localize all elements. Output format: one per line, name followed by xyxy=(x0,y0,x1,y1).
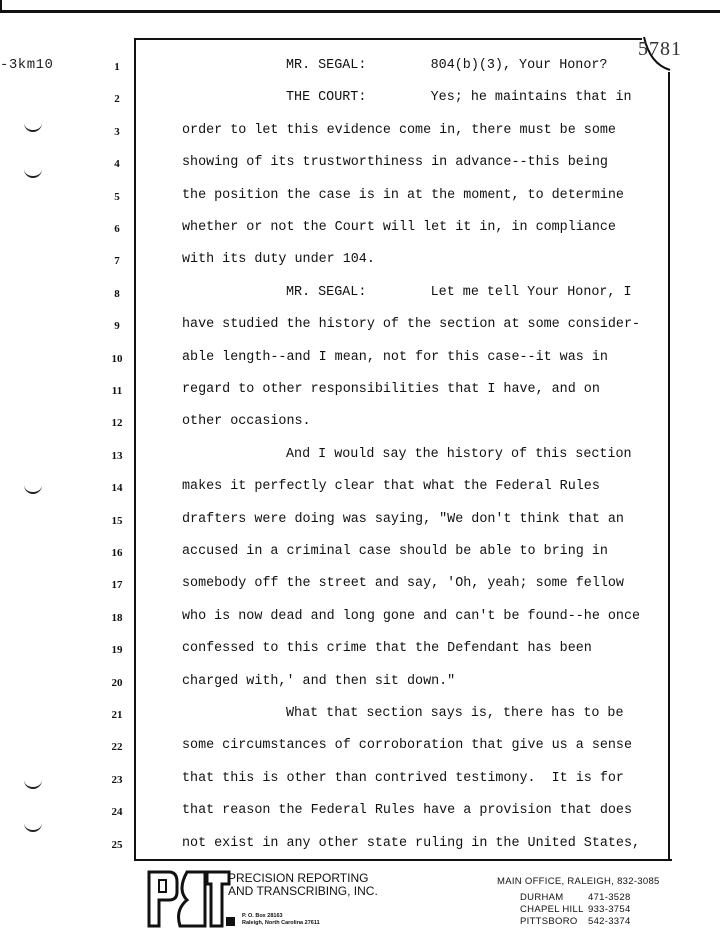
transcript-frame-right-edge xyxy=(668,70,670,859)
transcript-line: And I would say the history of this section xyxy=(286,446,632,462)
line-number: 9 xyxy=(114,320,120,333)
office-phone: 933-3754 xyxy=(588,904,631,915)
line-number: 5 xyxy=(114,190,120,203)
line-number: 11 xyxy=(111,385,123,397)
transcript-line: able length--and I mean, not for this case--it was in xyxy=(182,349,608,365)
transcript-line: whether or not the Court will let it in, in compliance xyxy=(182,220,616,235)
transcript-line: drafters were doing was saying, "We don't think that an xyxy=(182,511,624,527)
transcript-line: order to let this evidence come in, there must be some xyxy=(182,122,616,138)
transcript-line: makes it perfectly clear that what the Federal Rules xyxy=(182,479,600,495)
line-number: 7 xyxy=(114,255,120,268)
line-number: 8 xyxy=(114,287,120,300)
line-number: 17 xyxy=(111,579,123,592)
transcript-line: some circumstances of corroboration that give us a sense xyxy=(182,738,632,754)
transcript-line: regard to other responsibilities that I have, and on xyxy=(182,382,600,397)
margin-mark xyxy=(24,484,42,494)
margin-mark xyxy=(24,822,42,832)
line-number: 21 xyxy=(111,709,123,721)
main-office: MAIN OFFICE, RALEIGH, 832-3085 xyxy=(497,876,660,887)
transcript-line: somebody off the street and say, 'Oh, yeah; some fellow xyxy=(182,576,624,592)
transcript-line: accused in a criminal case should be able to bring in xyxy=(182,544,608,559)
line-number: 16 xyxy=(111,547,123,559)
firm-name-line2: AND TRANSCRIBING, INC. xyxy=(228,884,378,898)
line-number: 24 xyxy=(111,806,123,819)
line-number: 20 xyxy=(111,676,123,689)
office-row xyxy=(520,892,631,903)
transcript-line: other occasions. xyxy=(182,414,311,430)
office-row xyxy=(520,904,631,915)
line-number: 19 xyxy=(111,644,123,657)
address-line1: P. O. Box 28163 xyxy=(242,913,283,919)
office-phone: 471-3528 xyxy=(588,892,631,903)
transcript-line: confessed to this crime that the Defendant has been xyxy=(182,641,592,657)
firm-name xyxy=(228,872,378,898)
line-number: 1 xyxy=(114,61,120,73)
reporter-ref-code: -3km10 xyxy=(0,57,54,73)
transcript-line: not exist in any other state ruling in the United States, xyxy=(182,835,641,851)
transcript-line: who is now dead and long gone and can't be found--he once xyxy=(182,608,641,624)
margin-mark xyxy=(24,779,42,789)
line-number: 25 xyxy=(111,838,123,851)
transcript-line: What that section says is, there has to be xyxy=(286,706,624,721)
line-number: 13 xyxy=(111,449,123,462)
line-number: 14 xyxy=(111,482,123,495)
top-rule xyxy=(0,10,720,13)
line-number: 3 xyxy=(114,125,120,138)
page-number: 5781 xyxy=(638,38,682,60)
address-line2: Raleigh, North Carolina 27611 xyxy=(242,919,320,926)
margin-mark xyxy=(24,122,42,132)
transcript-line: charged with,' and then sit down." xyxy=(182,673,456,689)
top-rule-edge xyxy=(0,0,2,13)
office-phone: 542-3374 xyxy=(588,916,631,927)
office-city: DURHAM xyxy=(520,892,564,903)
transcript-line: MR. SEGAL: 804(b)(3), Your Honor? xyxy=(286,58,608,73)
margin-mark xyxy=(24,168,42,178)
line-number: 6 xyxy=(114,223,120,235)
line-number: 12 xyxy=(111,417,123,430)
transcript-line: that reason the Federal Rules have a provision that does xyxy=(182,803,632,819)
office-city: CHAPEL HILL xyxy=(520,904,584,915)
transcript-line: showing of its trustworthiness in advance--this being xyxy=(182,155,608,171)
line-number: 4 xyxy=(114,158,120,171)
transcript-line: with its duty under 104. xyxy=(182,252,375,268)
transcript-line: have studied the history of the section at some consider- xyxy=(182,317,641,333)
line-number: 15 xyxy=(111,514,123,527)
firm-name-line1: PRECISION REPORTING xyxy=(228,871,369,885)
transcript-line: that this is other than contrived testimony. It is for xyxy=(182,770,624,786)
line-number: 18 xyxy=(111,611,123,624)
office-row xyxy=(520,916,631,927)
line-number: 10 xyxy=(111,352,123,365)
transcript-line: the position the case is in at the moment, to determine xyxy=(182,187,624,203)
line-number: 23 xyxy=(111,773,123,786)
transcript-line: MR. SEGAL: Let me tell Your Honor, I xyxy=(286,284,632,300)
transcript-line: THE COURT: Yes; he maintains that in xyxy=(286,90,632,106)
office-city: PITTSBORO xyxy=(520,916,578,927)
line-number: 22 xyxy=(111,741,123,754)
line-number: 2 xyxy=(114,93,120,106)
firm-address xyxy=(242,913,320,926)
